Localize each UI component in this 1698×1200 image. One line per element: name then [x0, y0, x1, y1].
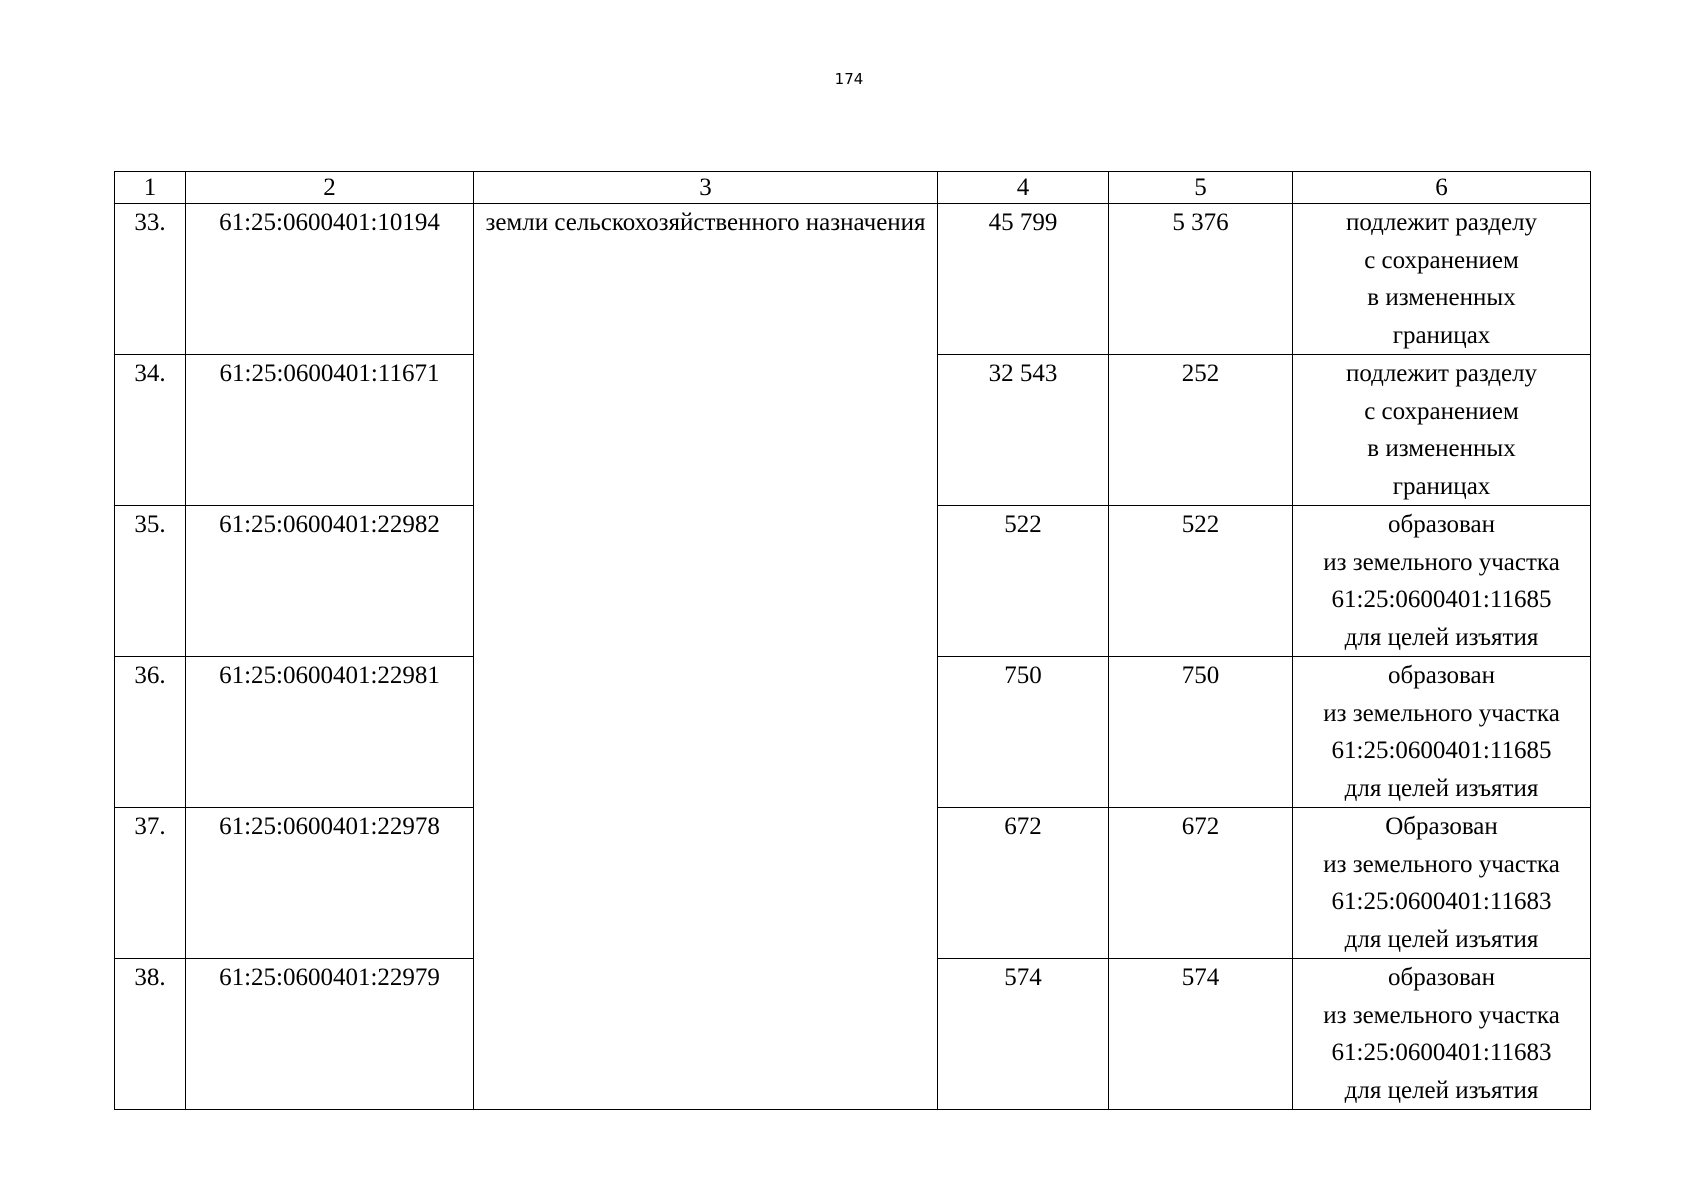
note-line: для целей изъятия	[1344, 925, 1539, 953]
note-line: границах	[1392, 321, 1491, 349]
area-total: 672	[938, 808, 1109, 959]
cadastral-number: 61:25:0600401:22978	[186, 808, 474, 959]
row-number: 38.	[115, 959, 186, 1110]
note-line: с сохранением	[1364, 397, 1519, 425]
note-line: подлежит разделу	[1345, 360, 1538, 387]
cadastral-number: 61:25:0600401:22981	[186, 657, 474, 808]
note-line: Образован	[1385, 813, 1498, 840]
area-part: 252	[1109, 355, 1293, 506]
cadastral-number: 61:25:0600401:10194	[186, 204, 474, 355]
area-total: 522	[938, 506, 1109, 657]
column-header: 4	[938, 172, 1109, 204]
area-total: 750	[938, 657, 1109, 808]
row-number: 33.	[115, 204, 186, 355]
area-part: 522	[1109, 506, 1293, 657]
area-part: 672	[1109, 808, 1293, 959]
note	[1293, 355, 1591, 506]
area-part: 750	[1109, 657, 1293, 808]
row-number: 37.	[115, 808, 186, 959]
note-line: образован	[1388, 964, 1495, 991]
cadastral-number: 61:25:0600401:22979	[186, 959, 474, 1110]
row-number: 36.	[115, 657, 186, 808]
area-part: 574	[1109, 959, 1293, 1110]
note-line: в измененных	[1367, 284, 1516, 311]
note-line: для целей изъятия	[1344, 623, 1539, 651]
note-line: с сохранением	[1364, 246, 1519, 274]
note	[1293, 959, 1591, 1110]
column-header: 3	[474, 172, 938, 204]
note-line: 61:25:0600401:11683	[1331, 1039, 1552, 1066]
land-plots-table	[114, 171, 1591, 1110]
note-line: из земельного участка	[1323, 548, 1560, 576]
note-line: 61:25:0600401:11683	[1331, 888, 1552, 915]
area-part: 5 376	[1109, 204, 1293, 355]
note	[1293, 808, 1591, 959]
table-row	[115, 204, 1591, 355]
note-line: из земельного участка	[1323, 699, 1560, 727]
note-line: границах	[1392, 472, 1491, 500]
note-line: для целей изъятия	[1344, 774, 1539, 802]
note-line: для целей изъятия	[1344, 1076, 1539, 1104]
column-header: 1	[115, 172, 186, 204]
note	[1293, 506, 1591, 657]
note	[1293, 657, 1591, 808]
land-category: земли сельскохозяйственного назначения	[474, 204, 938, 1110]
note-line: 61:25:0600401:11685	[1331, 586, 1552, 613]
note	[1293, 204, 1591, 355]
cadastral-number: 61:25:0600401:11671	[186, 355, 474, 506]
area-total: 32 543	[938, 355, 1109, 506]
row-number: 34.	[115, 355, 186, 506]
note-line: из земельного участка	[1323, 850, 1560, 878]
note-line: 61:25:0600401:11685	[1331, 737, 1552, 764]
area-total: 45 799	[938, 204, 1109, 355]
column-header: 5	[1109, 172, 1293, 204]
note-line: из земельного участка	[1323, 1001, 1560, 1029]
note-line: подлежит разделу	[1345, 209, 1538, 236]
note-line: образован	[1388, 662, 1495, 689]
column-header: 6	[1293, 172, 1591, 204]
row-number: 35.	[115, 506, 186, 657]
note-line: образован	[1388, 511, 1495, 538]
area-total: 574	[938, 959, 1109, 1110]
table-header-row	[115, 172, 1591, 204]
cadastral-number: 61:25:0600401:22982	[186, 506, 474, 657]
column-header: 2	[186, 172, 474, 204]
page-number: 174	[834, 70, 864, 88]
note-line: в измененных	[1367, 435, 1516, 462]
